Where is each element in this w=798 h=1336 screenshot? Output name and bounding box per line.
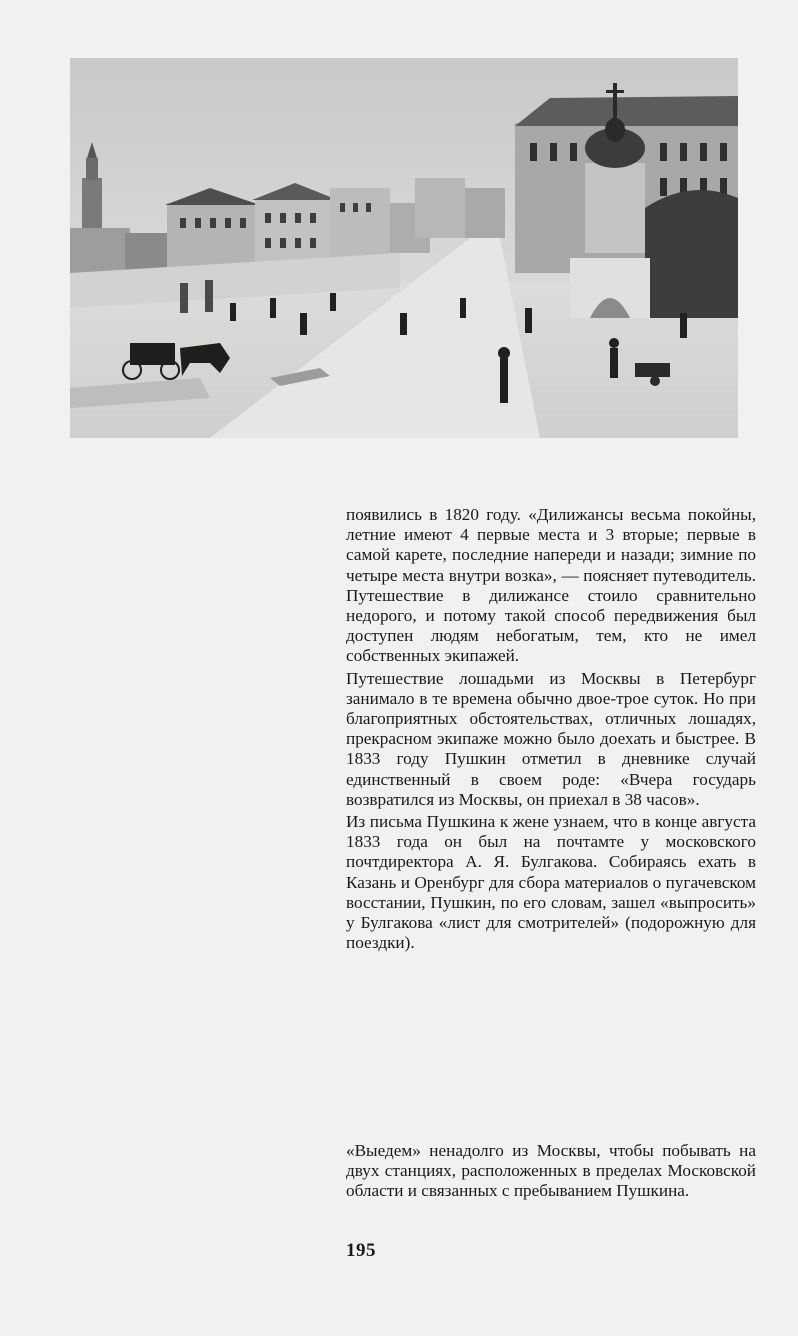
street-scene-engraving-icon	[70, 58, 738, 438]
street-scene-illustration	[70, 58, 738, 438]
paragraph-travel-time: Путешествие лошадьми из Москвы в Петербург занимало в те времена обычно двое-трое суток. Но при благоприятных обстоятельствах, отличных лошадях, прекрасном экипаже можно было доехать и быстрее. В 1833 году Пушкин отметил в дневнике случай единственный в своем роде: «Вчера государь возвратился из Москвы, он приехал в 38 часов».	[346, 668, 756, 809]
tail-text-column	[346, 1141, 756, 1202]
paragraph-diligence: появились в 1820 году. «Дилижансы весьма покойны, летние имеют 4 первые места и 3 вторые; первые в самой карете, последние напереди и назади; зимние по четыре места внутри возка», — поясняет путеводитель. Путешествие в дилижансе стоило сравнительно недорого, и потому такой способ передвижения был доступен людям небогатым, тем, кто не имел собственных экипажей.	[346, 505, 756, 666]
main-text-column	[346, 505, 756, 953]
page-number: 195	[346, 1240, 376, 1261]
paragraph-stations: «Выедем» ненадолго из Москвы, чтобы побывать на двух станциях, расположенных в пределах Московской области и связанных с пребыванием Пушкина.	[346, 1141, 756, 1201]
paragraph-pushkin-letter: Из письма Пушкина к жене узнаем, что в конце августа 1833 года он был на почтамте у московского почтдиректора А. Я. Булгакова. Собираясь ехать в Казань и Оренбург для сбора материалов о пугачевском восстании, Пушкин, по его словам, зашел «выпросить» у Булгакова «лист для смотрителей» (подорожную для поездки).	[346, 812, 756, 953]
